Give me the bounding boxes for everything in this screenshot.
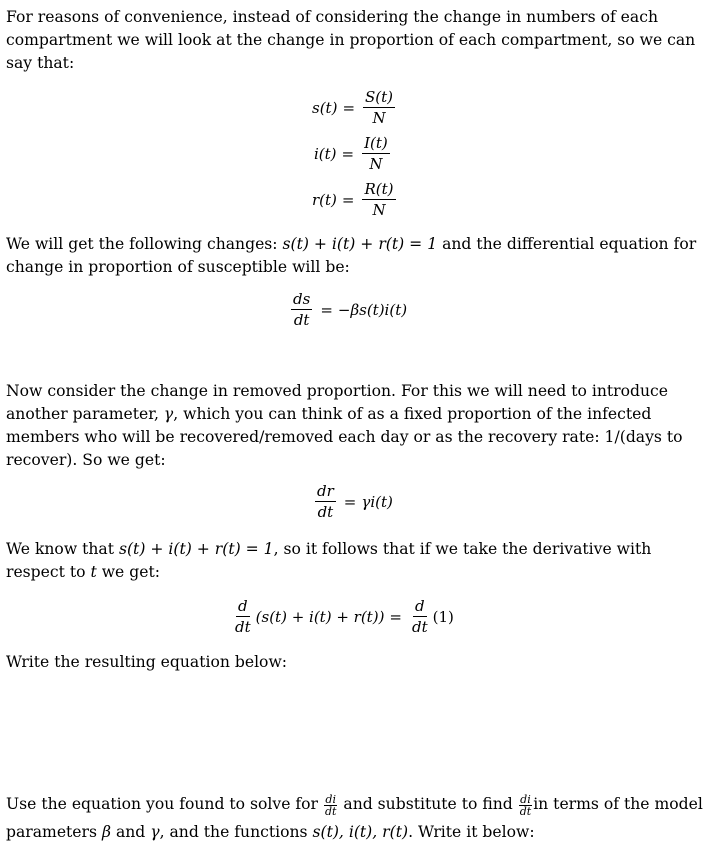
equation-i: i(t) = $\frac{I(t)}{N}$ <box>314 134 388 173</box>
paragraph-changes: We will get the following changes: s(t) + i(t) + r(t) = 1 and the differential equation for change in proportion of susceptible will be: <box>6 235 697 276</box>
paragraph-intro: For reasons of convenience, instead of considering the change in numbers of each compartment we will look at the change in proportion of each compartment, so we can say that: <box>6 8 696 72</box>
equation-i-lhs: i(t) <box>314 144 337 163</box>
inline-fraction-di-dt-2: $\frac{di}{dt}$ <box>519 792 532 818</box>
equation-sum-derivative: $\frac{d}{dt}$ (s(t) + i(t) + r(t)) = $\frac{d}{dt}$ (1) <box>235 597 454 636</box>
equation-i-fraction: $\frac{I(t)}{N}$ <box>364 134 388 173</box>
equation-ds-dt: $\frac{ds}{dt}$ = −βs(t)i(t) <box>293 290 408 329</box>
paragraph-removed: Now consider the change in removed proportion. For this we will need to introduce another parameter, γ, which you can think of as a fixed proportion of the infected members who will be recovered/removed each day or as the recovery rate: 1/(days to recover). So we get: <box>6 382 683 469</box>
paragraph-derivative: We know that s(t) + i(t) + r(t) = 1, so it follows that if we take the derivative with respect to t we get: <box>6 540 652 581</box>
equation-r-fraction: $\frac{R(t)}{N}$ <box>364 180 394 219</box>
equation-s: s(t) = $\frac{S(t)}{N}$ <box>312 88 394 127</box>
equation-dr-dt: $\frac{dr}{dt}$ = γi(t) <box>317 482 393 521</box>
equation-s-lhs: s(t) <box>312 98 338 117</box>
equation-s-fraction: $\frac{S(t)}{N}$ <box>365 88 394 127</box>
inline-fraction-di-dt: $\frac{di}{dt}$ <box>324 792 337 818</box>
equation-r-lhs: r(t) <box>312 190 337 209</box>
instruction-solve-di-dt: Use the equation you found to solve for $\frac{di}{dt}$ and substitute to find $\frac{di}{dt}$ in terms of the model parameters β and γ, and the functions s(t), i(t), r(t). Write it below: <box>6 792 703 841</box>
instruction-write-equation: Write the resulting equation below: <box>6 653 288 671</box>
equation-r: r(t) = $\frac{R(t)}{N}$ <box>312 180 394 219</box>
